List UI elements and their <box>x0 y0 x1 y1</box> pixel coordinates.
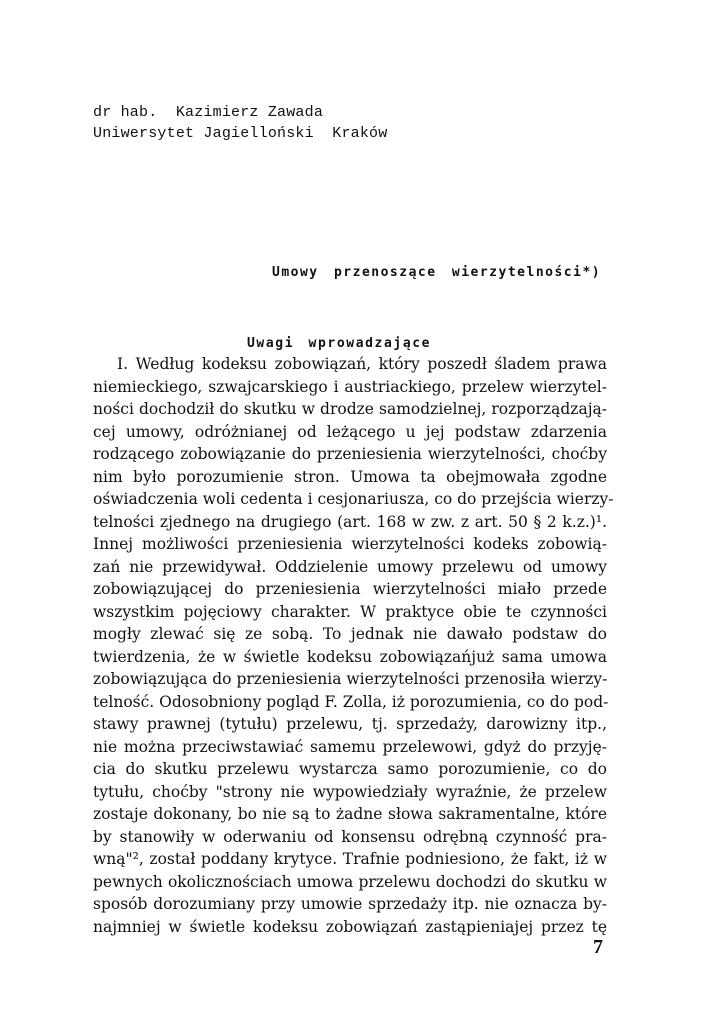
author-affiliation: Uniwersytet Jagielloński Kraków <box>93 124 388 142</box>
text-line: telności zjednego na drugiego (art. 168 w zw. z art. 50 § 2 k.z.)¹. <box>93 512 607 531</box>
text-line: zobowiązująca do przeniesienia wierzytelności przenosiła wierzy- <box>93 670 608 688</box>
text-line: zostaje dokonany, bo nie są to żadne słowa sakramentalne, które <box>93 805 607 823</box>
text-line: nim było porozumienie stron. Umowa ta obejmowała zgodne <box>93 467 607 486</box>
text-line: nie można przeciwstawiać samemu przelewowi, gdyż do przyję- <box>93 737 607 756</box>
text-line: wszystkim pojęciowy charakter. W praktyce obie te czynności <box>93 602 607 621</box>
author-name: dr hab. Kazimierz Zawada <box>93 104 324 121</box>
text-line: rodzącego zobowiązanie do przeniesienia wierzytelności, choćby <box>93 445 607 463</box>
text-line: najmniej w świetle kodeksu zobowiązań zastąpieniajej przez tę <box>93 917 607 936</box>
text-line: niemieckiego, szwajcarskiego i austriackiego, przelew wierzytel- <box>93 377 607 396</box>
text-line: mogły zlewać się ze sobą. To jednak nie dawało podstaw do <box>93 625 607 643</box>
article-title: Umowy przenoszące wierzytelności*) <box>272 265 602 280</box>
text-line: sposób dorozumiany przy umowie sprzedaży itp. nie oznacza by- <box>93 895 607 913</box>
text-line: telność. Odosobniony pogląd F. Zolla, iż porozumienia, co do pod- <box>93 692 609 711</box>
text-line: I. Według kodeksu zobowiązań, który poszedł śladem prawa <box>117 355 607 373</box>
text-line: ności dochodził do skutku w drodze samodzielnej, rozporządzają- <box>93 400 607 418</box>
text-line: cia do skutku przelewu wystarcza samo porozumienie, co do <box>93 760 607 778</box>
text-line: by stanowiły w oderwaniu od konsensu odrębną czynność pra- <box>93 827 607 846</box>
text-line: stawy prawnej (tytułu) przelewu, tj. sprzedaży, darowizny itp., <box>93 715 607 733</box>
text-line: wną"², został poddany krytyce. Trafnie podniesiono, że fakt, iż w <box>93 850 607 868</box>
text-line: twierdzenia, że w świetle kodeksu zobowiązańjuż sama umowa <box>93 647 607 666</box>
text-line: tytułu, choćby "strony nie wypowiedziały wyraźnie, że przelew <box>93 782 607 801</box>
text-line: Innej możliwości przeniesienia wierzytelności kodeks zobowią- <box>93 535 607 553</box>
author-block <box>93 103 387 144</box>
text-line: zań nie przewidywał. Oddzielenie umowy przelewu od umowy <box>93 557 607 576</box>
text-line: pewnych okolicznościach umowa przelewu dochodzi do skutku w <box>93 872 607 891</box>
text-line: oświadczenia woli cedenta i cesjonariusza, co do przejścia wierzy- <box>93 490 614 508</box>
text-line: cej umowy, odróżnianej od leżącego u jej podstaw zdarzenia <box>93 422 607 441</box>
body-text <box>93 353 614 938</box>
section-heading: Uwagi wprowadzające <box>247 336 432 351</box>
text-line: zobowiązującej do przeniesienia wierzytelności miało przede <box>93 580 607 598</box>
page-number: 7 <box>593 936 603 958</box>
